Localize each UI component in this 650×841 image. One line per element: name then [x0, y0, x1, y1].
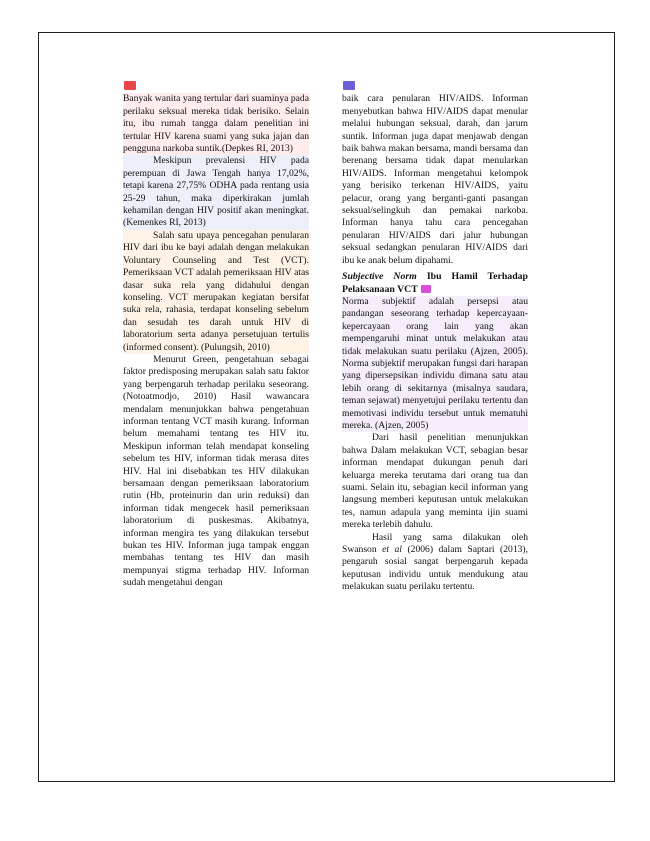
paragraph-right-3: Dari hasil penelitian menunjukkan bahwa Dalam melakukan VCT, sebagian besar informan mendapat dukungan penuh dari keluarga mereka terutama dari orang tua dan suami. Selain itu, sebagian kecil informan yang langsung memberi keputusan untuk melakukan tes, namun adapula yang meminta ijin suami mereka terlebih dahulu.: [342, 432, 528, 531]
paragraph-left-2: Meskipun prevalensi HIV pada perempuan di Jawa Tengah hanya 17,02%, tetapi karena 27,75% ODHA pada rentang usia 25-29 tahun, maka diperkirakan jumlah kehamilan dengan HIV positif akan meningkat.(Kemenkes RI, 2013): [123, 155, 309, 229]
section-heading: [342, 271, 528, 296]
comment-marker-icon[interactable]: [343, 81, 355, 90]
left-column: [123, 80, 309, 590]
paragraph-right-1: baik cara penularan HIV/AIDS. Informan menyebutkan bahwa HIV/AIDS dapat menular melalui hubungan seksual, darah, dan jarum suntik. Informan juga dapat menjawab dengan baik bahwa makan bersama, mandi bersama dan berenang bersama tidak dapat menularkan HIV/AIDS. Informan mengetahui kelompok yang berisiko terkenan HIV/AIDS, yaitu pelacur, orang yang berganti-ganti pasangan seksual/selingkuh dan pemakai narkoba. Informan hanya tahu cara pencegahan penularan HIV/AIDS dari jalur hubungan seksual sedangkan penularan HIV/AIDS dari ibu ke anak belum dipahami.: [342, 93, 528, 266]
paragraph-right-2: Norma subjektif adalah persepsi atau pandangan seseorang terhadap kepercayaan-kepercayaan orang lain yang akan mempengaruhi minat untuk melakukan atau tidak melakukan suatu perilaku (Ajzen, 2005). Norma subjektif merupakan fungsi dari harapan yang dipersepsikan individu dimana satu atau lebih orang di sekitarnya (misalnya saudara, teman sejawat) menyetujui perilaku tertentu dan memotivasi individu tersebut untuk mematuhi mereka. (Ajzen, 2005): [342, 295, 528, 431]
paragraph-right-4-b: (2006) dalam Saptari (2013), pengaruh sosial sangat berpengaruh kepada keputusan individu untuk mendukung atau melakukan suatu perilaku tertentu.: [342, 544, 529, 593]
paragraph-left-4: Menurut Green, pengetahuan sebagai faktor predisposing merupakan salah satu faktor yang berpengaruh terhadap perilaku seseorang. (Notoatmodjo, 2010) Hasil wawancara mendalam menunjukkan bahwa pengetahuan informan tentang VCT masih kurang. Informan belum memahami tentang tes HIV itu. Meskipun informan telah mendapat konseling sebelum tes HIV, informan tidak merasa dites HIV. Hal ini disebabkan tes HIV dilakukan bersamaan dengan pemeriksaan laboratorium rutin (Hb, proteinurin dan urin reduksi) dan informan tidak mengecek hasil pemeriksaan laboratorium di puskesmas. Akibatnya, informan mengira tes yang dilakukan tersebut bukan tes HIV. Informan juga tampak enggan membahas tentang tes HIV dan masih mempunyai stigma terhadap HIV. Informan sudah mengetahui dengan: [123, 353, 309, 589]
paragraph-left-1: Banyak wanita yang tertular dari suaminya pada perilaku seksual mereka tidak berisiko. Selain itu, ibu rumah tangga dalam penelitian ini tertular HIV karena suami yang suka jajan dan pengguna narkoba suntik.(Depkes RI, 2013): [123, 93, 309, 155]
right-column: [342, 80, 528, 594]
heading-rest: Ibu Hamil Terhadap Pelaksanaan VCT: [342, 271, 528, 295]
paragraph-left-3: Salah satu upaya pencegahan penularan HIV dari ibu ke bayi adalah dengan melakukan Voluntary Counseling and Test (VCT). Pemeriksaan VCT adalah pemeriksaan HIV atas dasar suka rela yang didahului dengan konseling. VCT merupakan kegiatan bersifat suka rela, rahasia, terdapat konseling sebelum dan sesudah tes darah untuk HIV di laboratorium serta adanya persetujuan tertulis (informed consent). (Pulungsih, 2010): [123, 229, 309, 353]
annotation-marker-right-top[interactable]: [342, 80, 528, 92]
annotation-marker-left-top[interactable]: [123, 80, 309, 92]
paragraph-right-4-em: et al: [382, 544, 402, 556]
paragraph-right-4: [342, 532, 528, 594]
paragraph-right-4-a: Hasil yang sama dilakukan oleh Swanson: [342, 531, 528, 556]
comment-marker-icon[interactable]: [124, 81, 136, 90]
comment-marker-icon[interactable]: [421, 285, 431, 293]
heading-italic-term: Subjective Norm: [342, 271, 417, 283]
